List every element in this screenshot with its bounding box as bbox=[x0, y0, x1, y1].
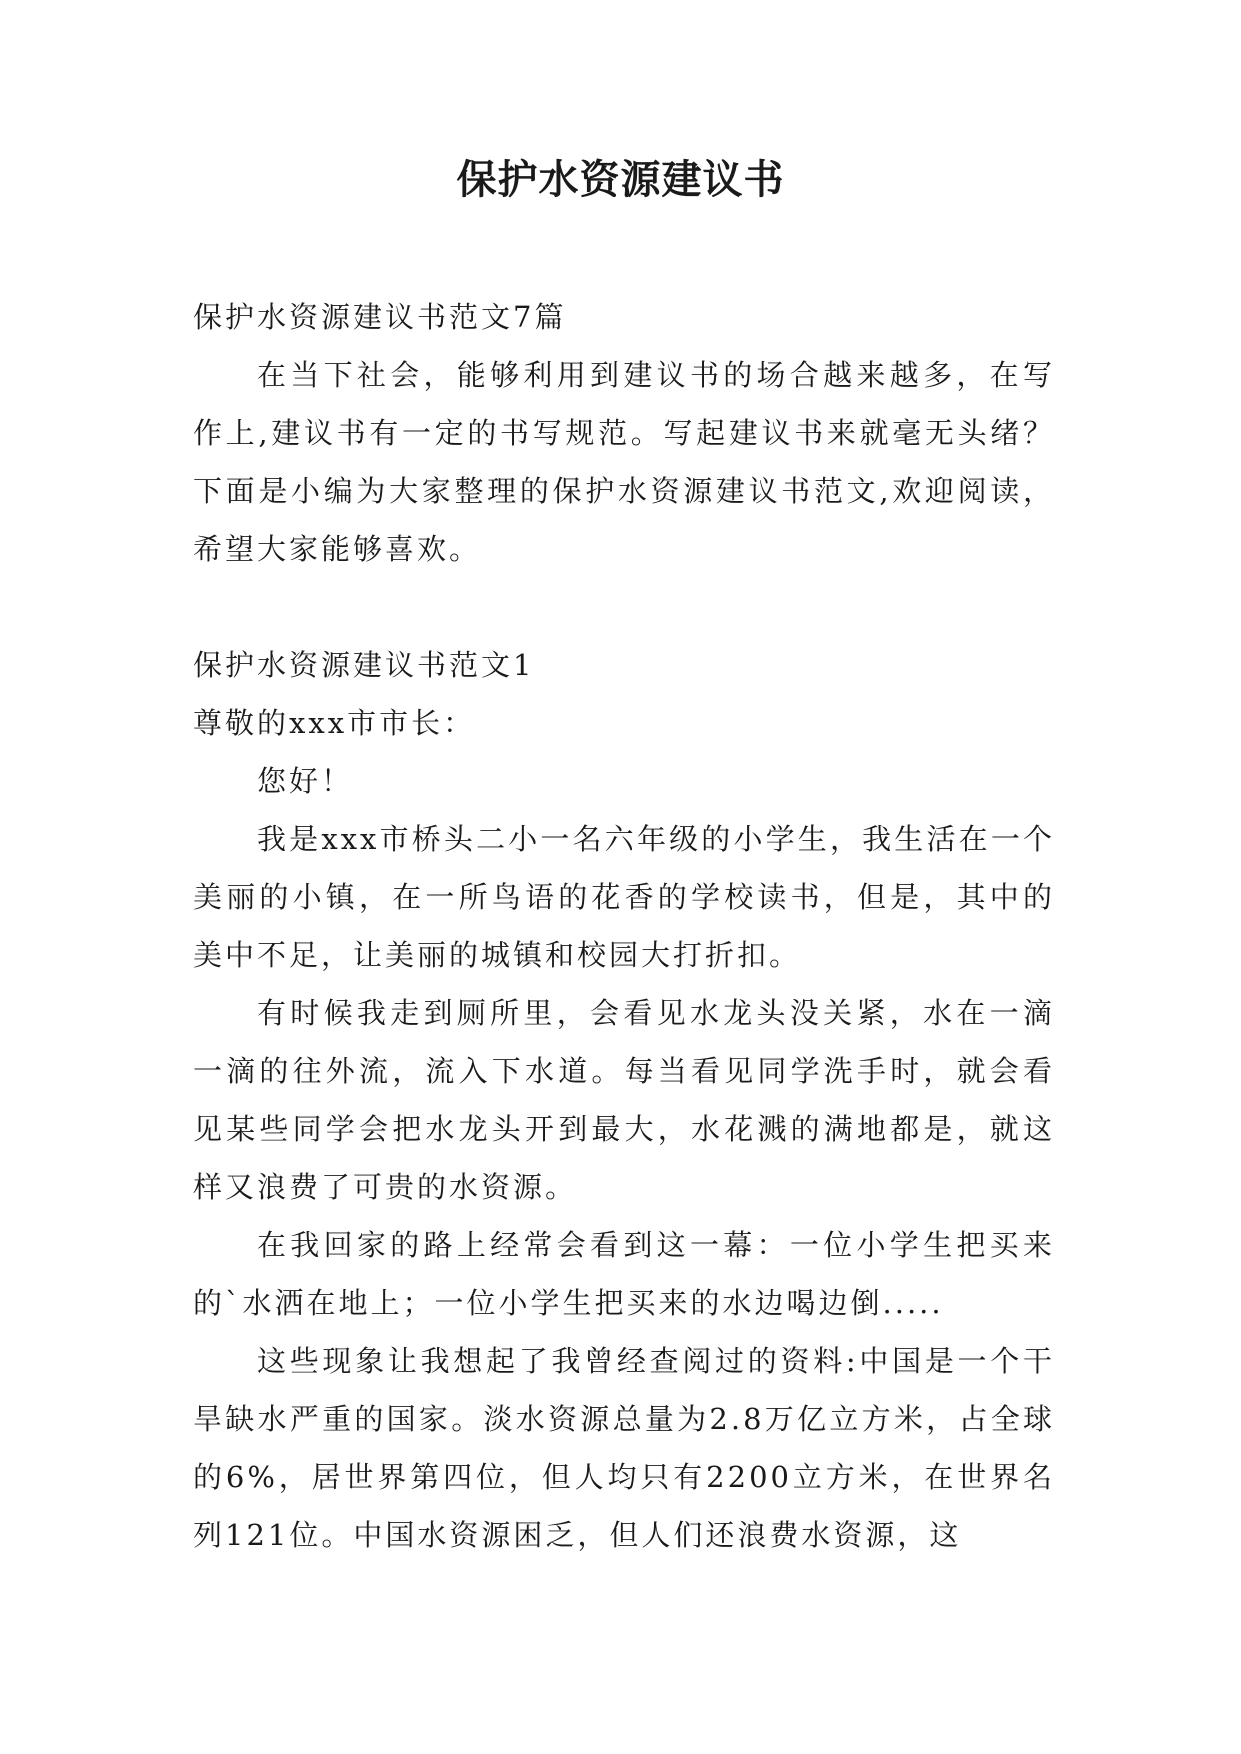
letter-salutation: 尊敬的xxx市市长： bbox=[193, 706, 476, 740]
section-heading: 保护水资源建议书范文1 bbox=[193, 648, 535, 682]
body-paragraph: 我是xxx市桥头二小一名六年级的小学生，我生活在一个美丽的小镇，在一所鸟语的花香的学校读书，但是，其中的美中不足，让美丽的城镇和校园大打折扣。 bbox=[193, 822, 1055, 972]
body-paragraph: 这些现象让我想起了我曾经查阅过的资料:中国是一个干旱缺水严重的国家。淡水资源总量为2.8万亿立方米，占全球的6%，居世界第四位，但人均只有2200立方米，在世界名列121位。中国水资源困乏，但人们还浪费水资源，这 bbox=[193, 1344, 1055, 1552]
body-paragraph: 有时候我走到厕所里，会看见水龙头没关紧，水在一滴一滴的往外流，流入下水道。每当看见同学洗手时，就会看见某些同学会把水龙头开到最大，水花溅的满地都是，就这样又浪费了可贵的水资源。 bbox=[193, 996, 1055, 1204]
body-paragraph: 在我回家的路上经常会看到这一幕：一位小学生把买来的`水洒在地上；一位小学生把买来的水边喝边倒..... bbox=[193, 1228, 1055, 1320]
section-spacer bbox=[193, 578, 1055, 636]
document-subtitle: 保护水资源建议书范文7篇 bbox=[193, 300, 567, 334]
intro-paragraph: 在当下社会，能够利用到建议书的场合越来越多，在写作上,建议书有一定的书写规范。写起建议书来就毫无头绪？下面是小编为大家整理的保护水资源建议书范文,欢迎阅读，希望大家能够喜欢。 bbox=[193, 358, 1055, 566]
document-body bbox=[193, 288, 1055, 1564]
document-title: 保护水资源建议书 bbox=[456, 157, 785, 203]
letter-greeting: 您好！ bbox=[257, 764, 354, 798]
